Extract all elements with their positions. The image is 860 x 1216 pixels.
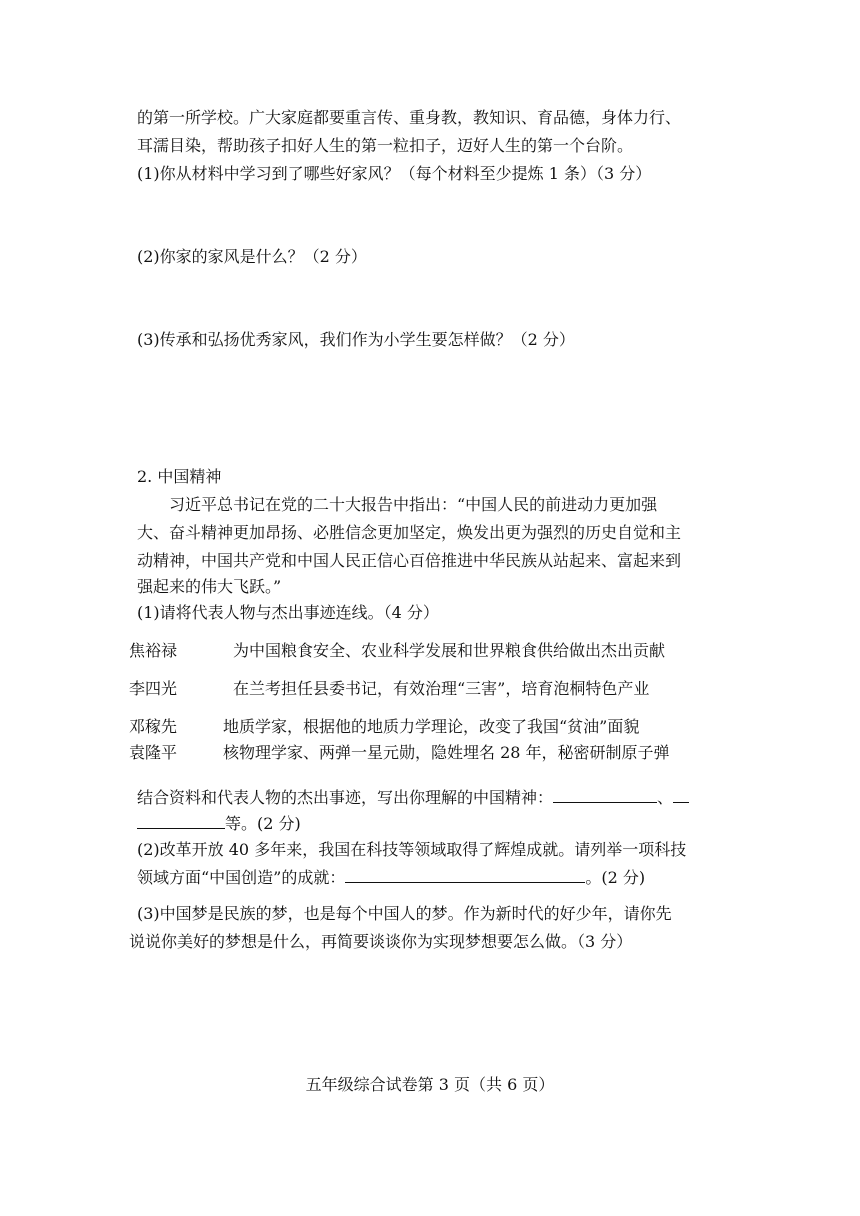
match-deed-4: 核物理学家、两弹一星元勋，隐姓埋名 28 年，秘密研制原子弹 (223, 743, 670, 762)
question-2-3-line-2: 说说你美好的梦想是什么，再简要谈谈你为实现梦想要怎么做。（3 分） (129, 932, 633, 951)
q2-prefix: 领域方面“中国创造”的成就： (137, 868, 346, 887)
question-2-2-line-1: (2)改革开放 40 多年来，我国在科技等领域取得了辉煌成就。请列举一项科技 (137, 840, 687, 859)
spirit-prefix: 结合资料和代表人物的杰出事迹，写出你理解的中国精神： (137, 788, 554, 807)
match-name-2: 李四光 (129, 679, 178, 698)
match-name-1: 焦裕禄 (129, 641, 178, 660)
match-deed-3: 地质学家，根据他的地质力学理论，改变了我国“贫油”面貌 (223, 717, 640, 736)
creation-answer-blank[interactable] (345, 864, 585, 883)
page-footer: 五年级综合试卷第 3 页（共 6 页） (305, 1075, 555, 1094)
match-name-4: 袁隆平 (129, 743, 178, 762)
question-2-3-line-1: (3)中国梦是民族的梦，也是每个中国人的梦。作为新时代的好少年，请你先 (137, 904, 672, 923)
spirit-question-line-2 (137, 810, 301, 836)
question-2-2-line-2 (137, 864, 645, 890)
spirit-separator: 、 (657, 788, 674, 807)
section-2-heading: 2. 中国精神 (137, 467, 222, 486)
match-name-3: 邓稼先 (129, 717, 178, 736)
spirit-answer-blank-2-start[interactable] (673, 784, 689, 803)
q2-suffix: 。(2 分) (585, 868, 646, 887)
spirit-question-line-1 (137, 784, 689, 810)
question-1-1: (1)你从材料中学习到了哪些好家风？（每个材料至少提炼 1 条）（3 分） (137, 164, 652, 183)
spirit-suffix: 等。(2 分) (225, 814, 301, 833)
question-2-1: (1)请将代表人物与杰出事迹连线。（4 分） (137, 603, 439, 622)
section-2-para-line-2: 大、奋斗精神更加昂扬、必胜信念更加坚定，焕发出更为强烈的历史自觉和主 (137, 523, 682, 542)
match-deed-1: 为中国粮食安全、农业科学发展和世界粮食供给做出杰出贡献 (233, 641, 666, 660)
section-2-para-line-4: 强起来的伟大飞跃。” (137, 577, 282, 596)
material-line-1: 的第一所学校。广大家庭都要重言传、重身教，教知识、育品德，身体力行、 (137, 108, 682, 127)
question-1-2: (2)你家的家风是什么？（2 分） (137, 247, 367, 266)
spirit-answer-blank-2-end[interactable] (137, 810, 225, 829)
material-line-2: 耳濡目染，帮助孩子扣好人生的第一粒扣子，迈好人生的第一个台阶。 (137, 136, 634, 155)
question-1-3: (3)传承和弘扬优秀家风，我们作为小学生要怎样做？（2 分） (137, 330, 575, 349)
section-2-para-line-1: 习近平总书记在党的二十大报告中指出：“中国人民的前进动力更加强 (169, 495, 658, 514)
match-deed-2: 在兰考担任县委书记，有效治理“三害”，培育泡桐特色产业 (233, 679, 650, 698)
section-2-para-line-3: 动精神，中国共产党和中国人民正信心百倍推进中华民族从站起来、富起来到 (137, 551, 682, 570)
spirit-answer-blank-1[interactable] (553, 784, 657, 803)
